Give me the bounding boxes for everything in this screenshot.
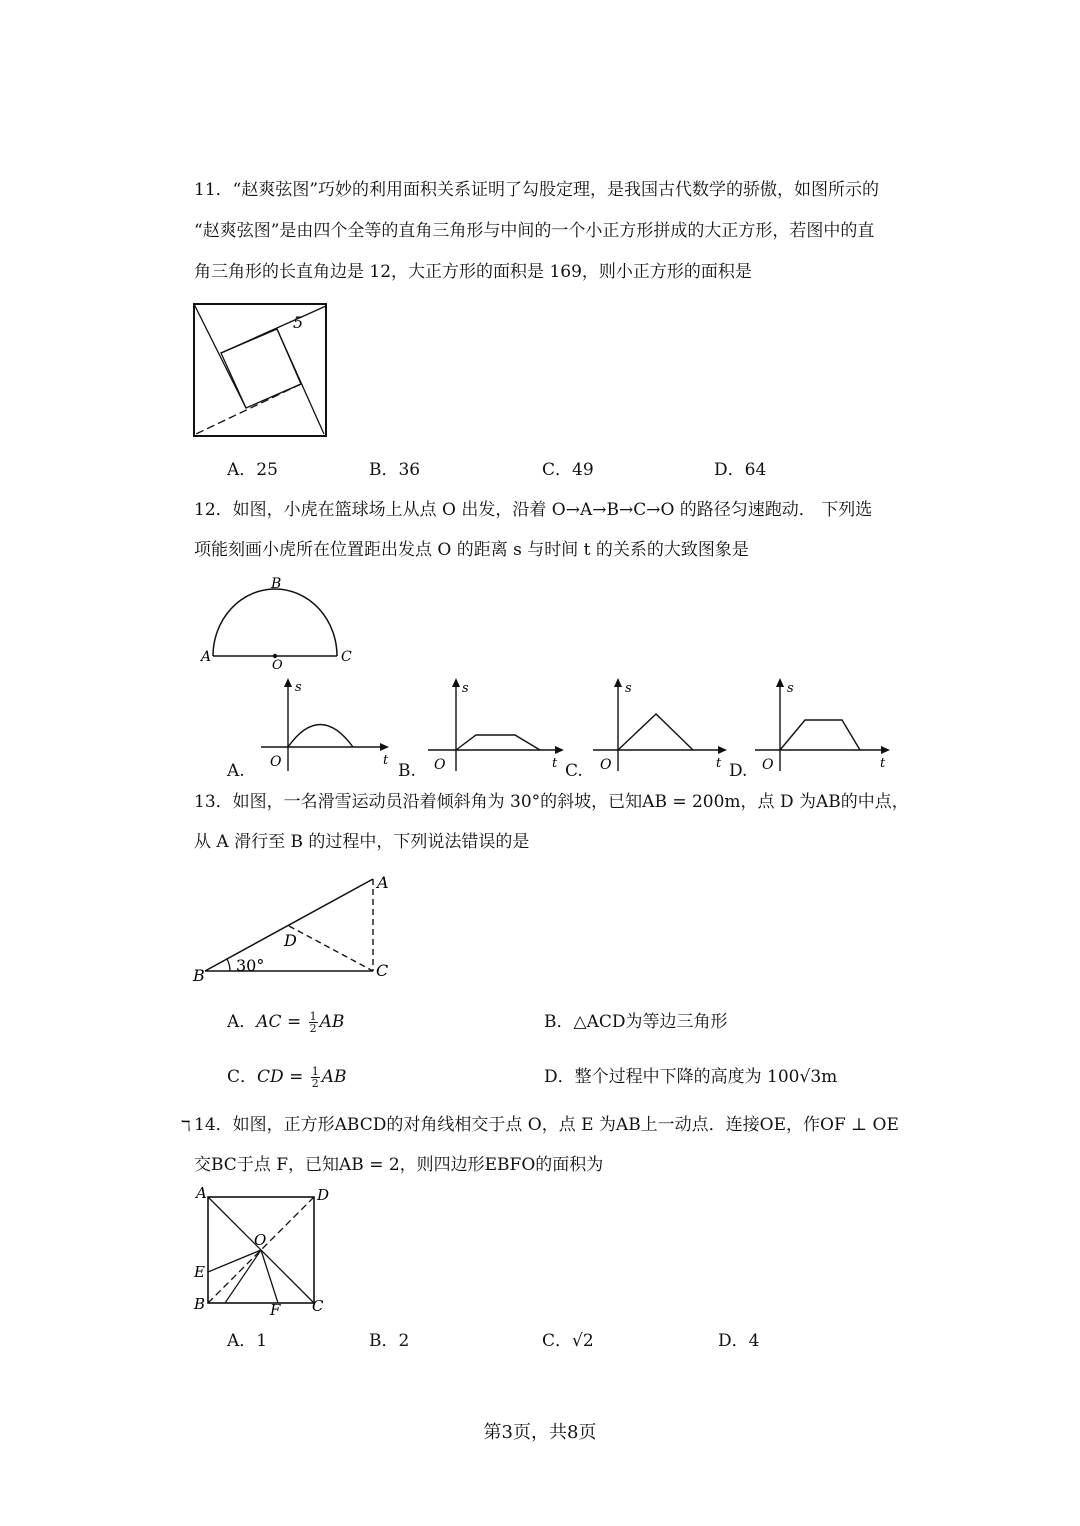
- figure-mark-5: 5: [293, 313, 304, 332]
- label-c: C: [312, 1297, 324, 1315]
- axis-label-t: t: [383, 753, 389, 768]
- margin-mark: ℸ: [181, 1117, 191, 1135]
- graph-curve: [618, 714, 693, 750]
- label-a: A: [377, 873, 389, 892]
- q14-option-a: A．1: [227, 1331, 268, 1351]
- label-b: B: [193, 966, 205, 985]
- option-c-rhs: AB: [321, 1067, 347, 1087]
- segment-cd: [289, 926, 373, 971]
- ski-slope-diagram: [190, 870, 400, 988]
- axis-label-s: s: [625, 681, 632, 696]
- s-axis-arrow-icon: [452, 678, 460, 687]
- q14-option-b: B．2: [369, 1331, 410, 1351]
- axis-label-s: s: [787, 681, 794, 696]
- q11-option-d: D．64: [714, 460, 767, 480]
- s-axis-arrow-icon: [614, 678, 622, 687]
- triangle-side-1: [194, 304, 246, 408]
- label-e: E: [194, 1263, 205, 1281]
- option-a-rhs: AB: [319, 1012, 345, 1032]
- fraction-one-half: [309, 1011, 318, 1034]
- graph-c: [589, 676, 734, 776]
- option-c-lhs: CD: [257, 1067, 284, 1087]
- axis-label-t: t: [716, 756, 722, 771]
- axis-label-t: t: [880, 756, 886, 771]
- q11-line-3: 角三角形的长直角边是 12，大正方形的面积是 169，则小正方形的面积是: [194, 262, 752, 282]
- slope-ab: [205, 879, 373, 971]
- page-footer: 第3页，共8页: [483, 1422, 597, 1443]
- q11-option-c: C．49: [542, 460, 594, 480]
- q13-line-2: 从 A 滑行至 B 的过程中，下列说法错误的是: [194, 832, 530, 852]
- option-a-eq: =: [286, 1012, 302, 1032]
- graph-a: [255, 676, 395, 776]
- label-b: B: [271, 576, 282, 592]
- q14-line-2: 交BC于点 F，已知AB = 2，则四边形EBFO的面积为: [194, 1155, 604, 1175]
- axis-label-s: s: [462, 681, 469, 696]
- q12-option-d: D.: [729, 761, 748, 781]
- fraction-denominator: 2: [309, 1022, 317, 1035]
- origin-label: O: [434, 757, 446, 773]
- q13-line-1: 13．如图，一名滑雪运动员沿着倾斜角为 30°的斜坡，已知AB = 200m，点 D 为AB的中点，: [194, 792, 909, 812]
- q13-option-c: [227, 1066, 347, 1089]
- q13-option-b: B．△ACD为等边三角形: [544, 1012, 728, 1032]
- label-b: B: [194, 1295, 206, 1313]
- graph-curve: [288, 725, 353, 748]
- graph-curve: [456, 735, 540, 750]
- semicircle-arc: [213, 589, 337, 656]
- q12-line-1: 12．如图，小虎在篮球场上从点 O 出发，沿着 O→A→B→C→O 的路径匀速跑动． 下列选: [194, 500, 873, 520]
- angle-arc: [227, 959, 230, 971]
- q14-option-d: D．4: [718, 1331, 760, 1351]
- label-o: O: [254, 1231, 267, 1249]
- q12-line-2: 项能刻画小虎所在位置距出发点 O 的距离 s 与时间 t 的关系的大致图象是: [194, 540, 749, 560]
- square-abcd-diagram: [190, 1184, 340, 1320]
- label-c: C: [376, 961, 389, 980]
- triangle-side-3: [277, 329, 324, 434]
- s-axis-arrow-icon: [776, 678, 784, 687]
- origin-label: O: [270, 754, 282, 770]
- label-a: A: [201, 649, 212, 665]
- t-axis-arrow-icon: [380, 743, 389, 751]
- option-a-lhs: AC: [256, 1012, 282, 1032]
- axis-label-s: s: [295, 680, 302, 695]
- graph-d: [752, 676, 900, 776]
- semicircle-court-diagram: [196, 572, 360, 672]
- fraction-one-half: [311, 1066, 320, 1089]
- fraction-numerator: 1: [309, 1010, 317, 1023]
- fraction-denominator: 2: [311, 1077, 319, 1090]
- angle-label: 30°: [236, 956, 265, 975]
- option-a-prefix: A．: [227, 1012, 257, 1032]
- q12-option-b: B.: [398, 761, 416, 781]
- big-square: [194, 304, 326, 436]
- t-axis-arrow-icon: [881, 746, 890, 754]
- graph-b: [422, 676, 570, 776]
- label-c: C: [341, 649, 352, 665]
- q11-option-a: A．25: [227, 460, 278, 480]
- origin-label: O: [600, 757, 612, 773]
- label-d: D: [284, 931, 297, 950]
- label-a: A: [196, 1184, 207, 1202]
- q11-line-2: “赵爽弦图”是由四个全等的直角三角形与中间的一个小正方形拼成的大正方形，若图中的直: [194, 221, 875, 241]
- q11-option-b: B．36: [369, 460, 421, 480]
- q14-option-c: C．√2: [542, 1331, 594, 1351]
- zhao-shuang-diagram: [190, 300, 332, 440]
- fraction-numerator: 1: [311, 1065, 319, 1078]
- t-axis-arrow-icon: [555, 746, 564, 754]
- option-c-prefix: C．: [227, 1067, 258, 1087]
- option-c-eq: =: [289, 1067, 304, 1087]
- origin-label: O: [762, 757, 774, 773]
- label-o: O: [272, 658, 283, 672]
- s-axis-arrow-icon: [284, 678, 292, 687]
- q12-option-a: A.: [227, 761, 245, 781]
- q12-option-c: C.: [565, 761, 583, 781]
- label-d: D: [317, 1186, 330, 1204]
- graph-curve: [780, 720, 860, 750]
- q13-option-d: D．整个过程中下降的高度为 100√3m: [544, 1067, 838, 1087]
- q14-line-1: 14．如图，正方形ABCD的对角线相交于点 O，点 E 为AB上一动点．连接OE，作OF ⊥ OE: [194, 1115, 899, 1135]
- triangle-side-2: [221, 306, 326, 353]
- small-square: [221, 329, 301, 408]
- q11-line-1: 11．“赵爽弦图”巧妙的利用面积关系证明了勾股定理，是我国古代数学的骄傲，如图所示的: [194, 180, 880, 200]
- q13-option-a: [227, 1011, 344, 1034]
- t-axis-arrow-icon: [718, 746, 727, 754]
- axis-label-t: t: [552, 756, 558, 771]
- triangle-side-4: [196, 384, 301, 434]
- label-f: F: [270, 1301, 281, 1319]
